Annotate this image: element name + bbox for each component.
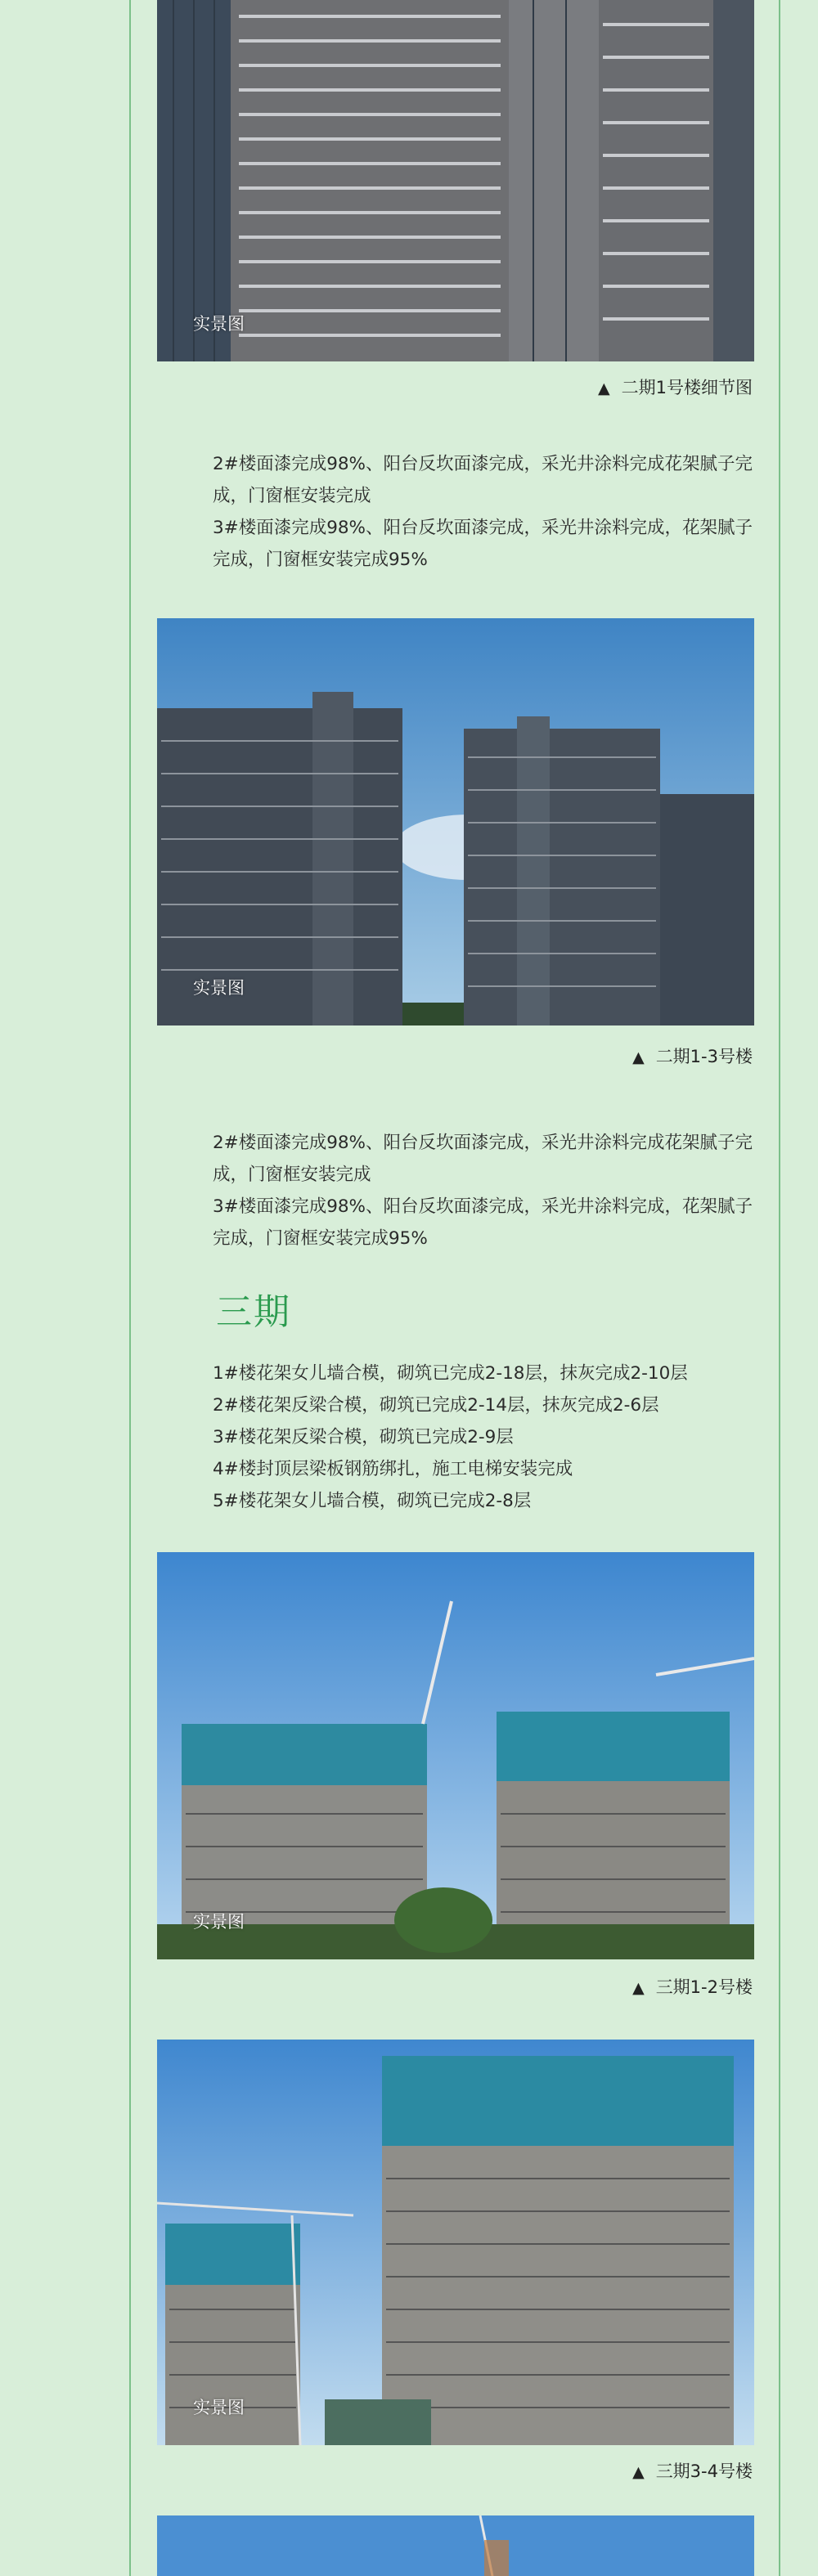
list-item: 2#楼花架反梁合模，砌筑已完成2-14层，抹灰完成2-6层: [213, 1395, 659, 1416]
progress-line: 2#楼面漆完成98%、阳台反坎面漆完成，采光井涂料完成花架腻子完成，门窗框安装完成: [213, 454, 753, 506]
caption-text: 二期1号楼细节图: [621, 378, 753, 397]
photo-next-partial: [157, 2515, 754, 2576]
phase3-progress-list: [213, 1358, 753, 1517]
caption-text: 三期3-4号楼: [655, 2462, 753, 2481]
caption-phase2-buildings-1-3: [632, 1043, 753, 1068]
list-item: 3#楼花架反梁合模，砌筑已完成2-9层: [213, 1427, 514, 1447]
caption-phase2-building1: [598, 375, 753, 399]
left-border-line: [129, 0, 131, 2576]
buildings-sky-image: [157, 618, 754, 1025]
photo-phase3-buildings-3-4: [157, 2040, 754, 2445]
construction-site-image: [157, 2040, 754, 2445]
caption-phase3-buildings-1-2: [632, 1974, 753, 1999]
triangle-icon: ▲: [632, 1048, 645, 1066]
progress-line: 2#楼面漆完成98%、阳台反坎面漆完成，采光井涂料完成花架腻子完成，门窗框安装完成: [213, 1133, 753, 1185]
list-item: 5#楼花架女儿墙合模，砌筑已完成2-8层: [213, 1491, 532, 1511]
triangle-icon: ▲: [632, 1979, 645, 1997]
triangle-icon: ▲: [598, 379, 610, 397]
progress-line: 3#楼面漆完成98%、阳台反坎面漆完成，采光井涂料完成，花架腻子完成，门窗框安装完成95%: [213, 518, 753, 570]
photo-label: 实景图: [193, 2398, 245, 2417]
caption-phase3-buildings-3-4: [632, 2458, 753, 2483]
photo-phase3-buildings-1-2: [157, 1552, 754, 1959]
photo-phase2-buildings-1-3: [157, 618, 754, 1025]
building-facade-image: [157, 0, 754, 361]
triangle-icon: ▲: [632, 2463, 645, 2481]
phase2-progress-text-a: [213, 448, 757, 576]
caption-text: 二期1-3号楼: [655, 1047, 753, 1066]
progress-line: 3#楼面漆完成98%、阳台反坎面漆完成，采光井涂料完成，花架腻子完成，门窗框安装完成95%: [213, 1196, 753, 1249]
list-item: 4#楼封顶层梁板钢筋绑扎，施工电梯安装完成: [213, 1459, 573, 1479]
right-border-line: [779, 0, 780, 2576]
construction-site-image: [157, 1552, 754, 1959]
section-title-phase3: 三期: [216, 1291, 291, 1333]
photo-label: 实景图: [193, 314, 245, 334]
caption-text: 三期1-2号楼: [655, 1977, 753, 1997]
photo-label: 实景图: [193, 1912, 245, 1932]
list-item: 1#楼花架女儿墙合模，砌筑已完成2-18层，抹灰完成2-10层: [213, 1363, 688, 1384]
photo-phase2-building1-detail: [157, 0, 754, 361]
photo-label: 实景图: [193, 978, 245, 998]
construction-site-image: [157, 2515, 754, 2576]
phase2-progress-text-b: [213, 1127, 757, 1254]
